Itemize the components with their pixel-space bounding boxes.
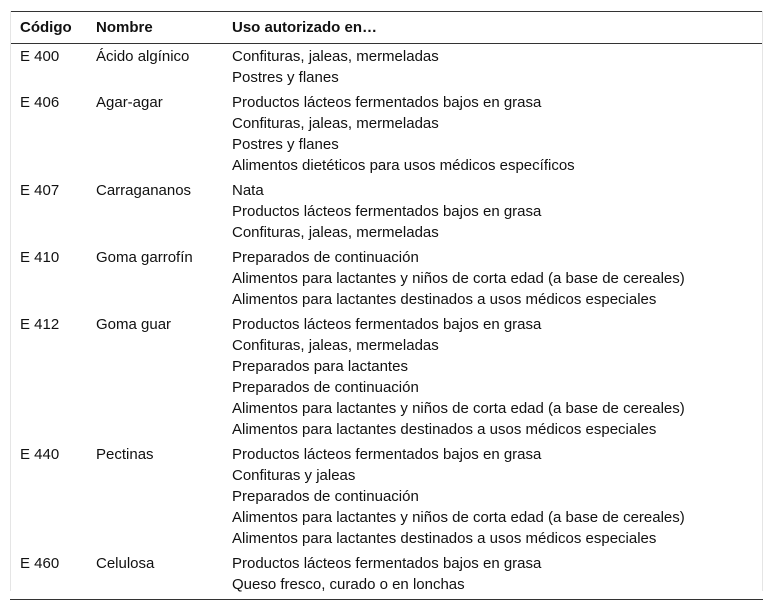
cell-name: Agar-agar: [96, 94, 163, 111]
table-right-border: [762, 11, 763, 591]
use-line: Productos lácteos fermentados bajos en grasa: [232, 316, 542, 333]
use-line: Alimentos para lactantes y niños de corta edad (a base de cereales): [232, 509, 685, 526]
cell-uses: [222, 312, 763, 442]
table-body: [10, 44, 763, 600]
cell-name: Pectinas: [96, 446, 154, 463]
use-line: Postres y flanes: [232, 136, 339, 153]
header-use: Uso autorizado en…: [222, 12, 763, 44]
use-line: Preparados de continuación: [232, 488, 419, 505]
use-line: Confituras, jaleas, mermeladas: [232, 115, 439, 132]
use-line: Preparados para lactantes: [232, 358, 408, 375]
table-row: [10, 90, 763, 178]
use-line: Postres y flanes: [232, 69, 339, 86]
cell-code: E 407: [20, 182, 60, 199]
cell-code: E 412: [20, 316, 60, 333]
use-line: Alimentos para lactantes destinados a usos médicos especiales: [232, 291, 657, 308]
cell-code: E 440: [20, 446, 60, 463]
use-line: Confituras y jaleas: [232, 467, 356, 484]
cell-code: E 400: [20, 48, 60, 65]
table-row: [10, 551, 763, 600]
use-line: Preparados de continuación: [232, 249, 419, 266]
use-line: Alimentos dietéticos para usos médicos específicos: [232, 157, 575, 174]
cell-uses: [222, 90, 763, 178]
use-line: Queso fresco, curado o en lonchas: [232, 576, 465, 593]
additives-table: [10, 11, 763, 600]
table-header: [10, 12, 763, 44]
use-line: Preparados de continuación: [232, 379, 419, 396]
cell-name: Goma guar: [96, 316, 172, 333]
use-line: Nata: [232, 182, 264, 199]
cell-uses: [222, 551, 763, 600]
cell-name: Goma garrofín: [96, 249, 193, 266]
cell-uses: [222, 442, 763, 551]
use-line: Confituras, jaleas, mermeladas: [232, 224, 439, 241]
cell-name: Carragananos: [96, 182, 192, 199]
cell-uses: [222, 178, 763, 245]
use-line: Alimentos para lactantes destinados a usos médicos especiales: [232, 421, 657, 438]
table-row: [10, 178, 763, 245]
use-line: Productos lácteos fermentados bajos en grasa: [232, 203, 542, 220]
cell-uses: [222, 44, 763, 91]
table-row: [10, 245, 763, 312]
table-row: [10, 44, 763, 91]
use-line: Alimentos para lactantes y niños de corta edad (a base de cereales): [232, 270, 685, 287]
cell-code: E 410: [20, 249, 60, 266]
cell-code: E 406: [20, 94, 60, 111]
cell-name: Ácido algínico: [96, 48, 190, 65]
use-line: Productos lácteos fermentados bajos en grasa: [232, 446, 542, 463]
cell-code: E 460: [10, 551, 86, 600]
table-left-border: [10, 11, 11, 591]
use-line: Productos lácteos fermentados bajos en grasa: [232, 94, 542, 111]
header-row: [10, 12, 763, 44]
use-line: Productos lácteos fermentados bajos en grasa: [232, 555, 542, 572]
additives-table-container: [10, 11, 763, 600]
table-row: [10, 442, 763, 551]
use-line: Alimentos para lactantes destinados a usos médicos especiales: [232, 530, 657, 547]
cell-uses: [222, 245, 763, 312]
use-line: Alimentos para lactantes y niños de corta edad (a base de cereales): [232, 400, 685, 417]
cell-name: Celulosa: [86, 551, 222, 600]
table-row: [10, 312, 763, 442]
use-line: Confituras, jaleas, mermeladas: [232, 48, 439, 65]
header-code: Código: [10, 12, 86, 44]
use-line: Confituras, jaleas, mermeladas: [232, 337, 439, 354]
header-name: Nombre: [86, 12, 222, 44]
